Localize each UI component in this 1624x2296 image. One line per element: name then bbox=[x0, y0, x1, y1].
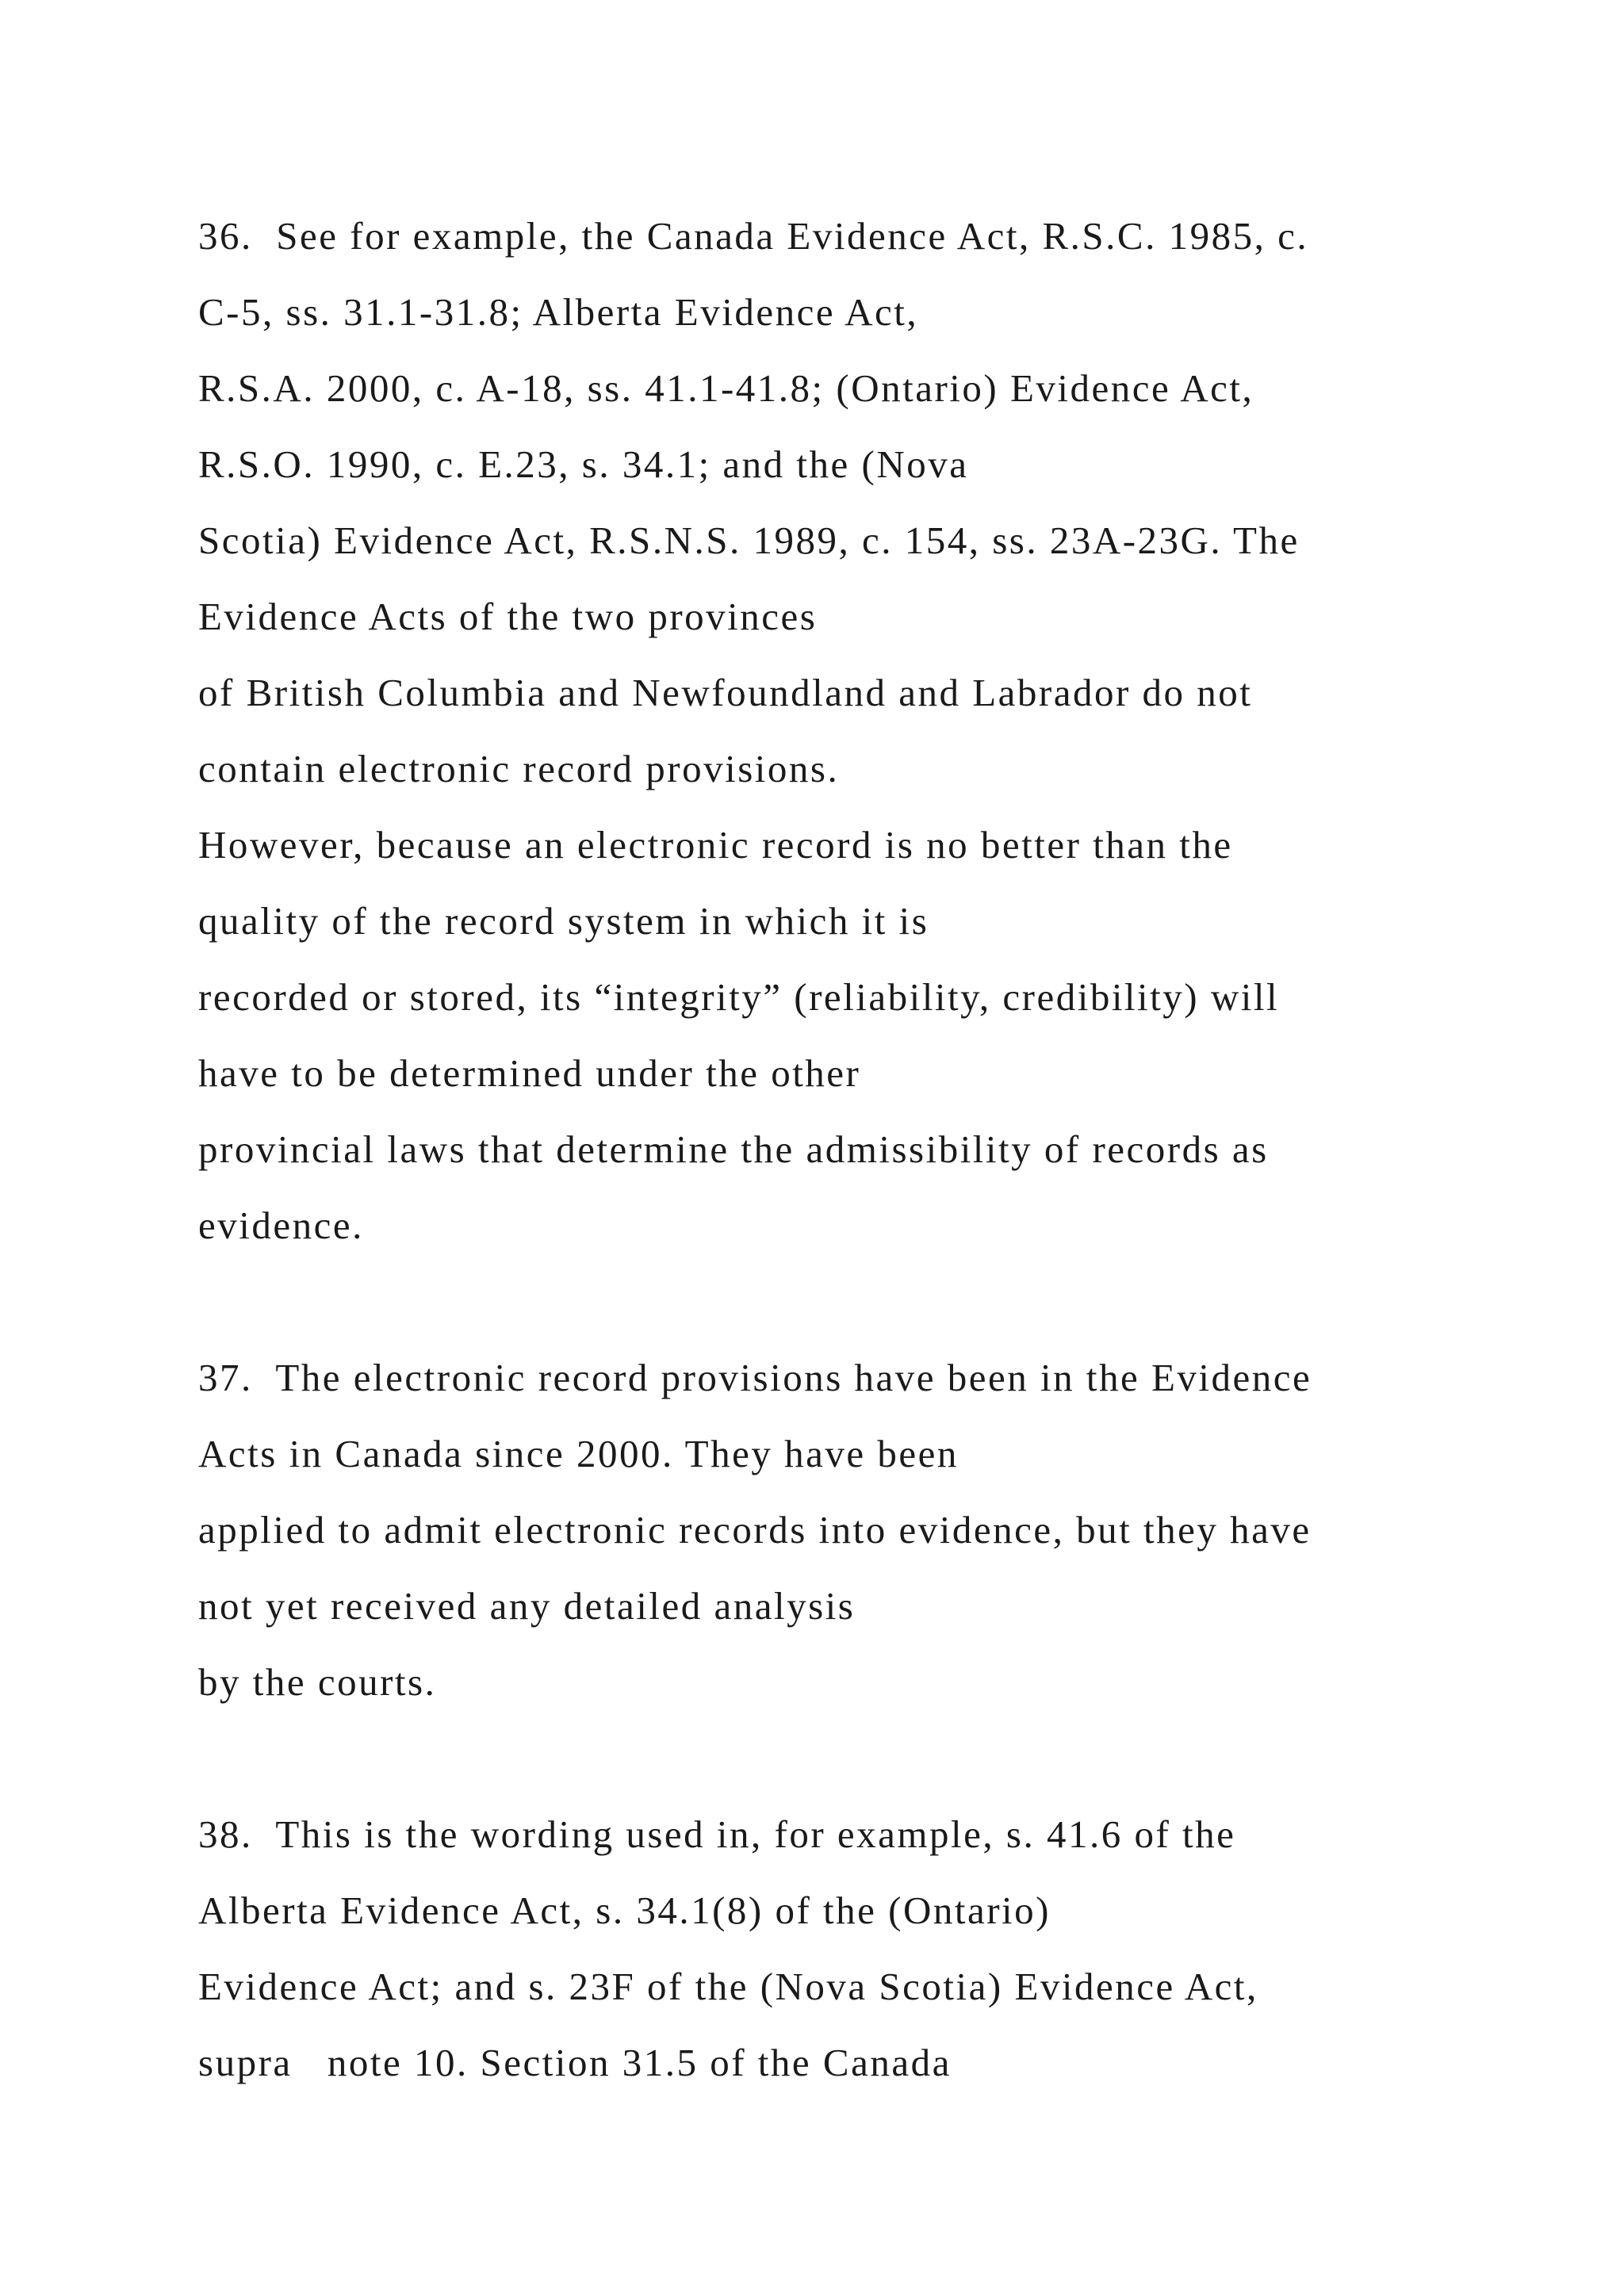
text-line: Scotia) Evidence Act, R.S.N.S. 1989, c. 154, ss. 23A-23G. The bbox=[198, 519, 1300, 562]
text-line: 38. This is the wording used in, for example, s. 41.6 of the bbox=[198, 1812, 1236, 1856]
text-line: R.S.O. 1990, c. E.23, s. 34.1; and the (Nova bbox=[198, 442, 969, 486]
text-line: quality of the record system in which it is bbox=[198, 899, 929, 943]
text-line: have to be determined under the other bbox=[198, 1051, 861, 1095]
footnote-36 bbox=[198, 198, 1507, 1264]
text-line: Acts in Canada since 2000. They have been bbox=[198, 1432, 959, 1475]
text-line: by the courts. bbox=[198, 1660, 437, 1704]
text-line: R.S.A. 2000, c. A-18, ss. 41.1-41.8; (Ontario) Evidence Act, bbox=[198, 366, 1254, 410]
text-line: supra note 10. Section 31.5 of the Canada bbox=[198, 2041, 952, 2084]
text-line: contain electronic record provisions. bbox=[198, 747, 840, 790]
text-line: C-5, ss. 31.1-31.8; Alberta Evidence Act, bbox=[198, 290, 919, 334]
text-line: 36. See for example, the Canada Evidence Act, R.S.C. 1985, c. bbox=[198, 214, 1309, 258]
text-line: provincial laws that determine the admissibility of records as bbox=[198, 1127, 1269, 1171]
footnotes-text bbox=[198, 198, 1507, 2101]
text-line: applied to admit electronic records into evidence, but they have bbox=[198, 1508, 1312, 1552]
text-line: Evidence Acts of the two provinces bbox=[198, 595, 818, 638]
text-line: of British Columbia and Newfoundland and Labrador do not bbox=[198, 671, 1253, 714]
text-line: not yet received any detailed analysis bbox=[198, 1584, 856, 1628]
text-line: Evidence Act; and s. 23F of the (Nova Scotia) Evidence Act, bbox=[198, 1965, 1258, 2008]
text-line: Alberta Evidence Act, s. 34.1(8) of the (Ontario) bbox=[198, 1888, 1051, 1932]
text-line: recorded or stored, its “integrity” (reliability, credibility) will bbox=[198, 975, 1280, 1019]
text-line: evidence. bbox=[198, 1203, 364, 1247]
footnote-37 bbox=[198, 1340, 1507, 1720]
text-line: 37. The electronic record provisions have been in the Evidence bbox=[198, 1356, 1312, 1399]
footnote-38 bbox=[198, 1797, 1507, 2101]
text-line: However, because an electronic record is no better than the bbox=[198, 823, 1233, 867]
